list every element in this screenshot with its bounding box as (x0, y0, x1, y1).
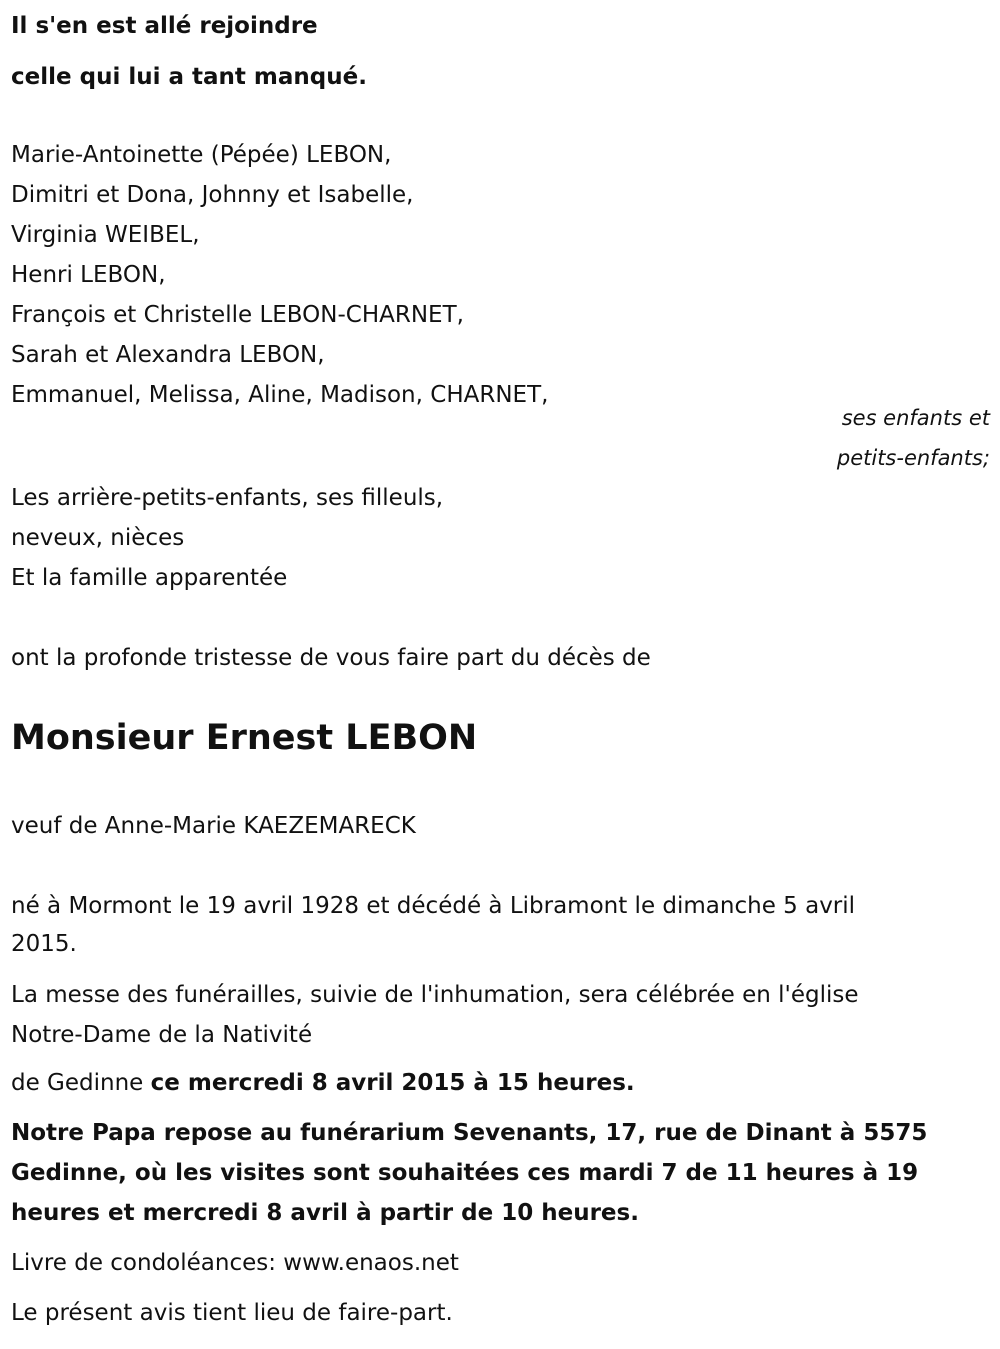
funeral-place: de Gedinne (11, 1070, 144, 1096)
funeral-date-line (11, 1063, 635, 1103)
other-relatives: Les arrière-petits-enfants, ses filleuls, (11, 485, 444, 511)
family-member: Sarah et Alexandra LEBON, (11, 342, 325, 368)
birth-death: 2015. (11, 931, 77, 957)
visits-info: heures et mercredi 8 avril à partir de 10 heures. (11, 1200, 639, 1226)
other-relatives: neveux, nièces (11, 525, 185, 551)
family-member: Virginia WEIBEL, (11, 222, 200, 248)
family-role: petits-enfants; (836, 446, 990, 470)
announcement: ont la profonde tristesse de vous faire part du décès de (11, 645, 651, 671)
birth-death: né à Mormont le 19 avril 1928 et décédé à Libramont le dimanche 5 avril (11, 893, 856, 919)
family-member: Emmanuel, Melissa, Aline, Madison, CHARNET, (11, 382, 549, 408)
visits-info: Gedinne, où les visites sont souhaitées ces mardi 7 de 11 heures à 19 (11, 1160, 919, 1186)
condolences-link[interactable]: Livre de condoléances: www.enaos.net (11, 1250, 459, 1276)
notice-line: Le présent avis tient lieu de faire-part. (11, 1300, 453, 1326)
family-role: ses enfants et (841, 406, 990, 430)
epigraph-line: celle qui lui a tant manqué. (11, 64, 367, 90)
visits-info: Notre Papa repose au funérarium Sevenants, 17, rue de Dinant à 5575 (11, 1120, 928, 1146)
family-member: François et Christelle LEBON-CHARNET, (11, 302, 464, 328)
family-member: Dimitri et Dona, Johnny et Isabelle, (11, 182, 414, 208)
family-member: Henri LEBON, (11, 262, 166, 288)
family-member: Marie-Antoinette (Pépée) LEBON, (11, 142, 392, 168)
funeral-info: La messe des funérailles, suivie de l'inhumation, sera célébrée en l'église (11, 982, 859, 1008)
funeral-info: Notre-Dame de la Nativité (11, 1022, 313, 1048)
other-relatives: Et la famille apparentée (11, 565, 288, 591)
funeral-date: ce mercredi 8 avril 2015 à 15 heures. (150, 1070, 635, 1096)
epigraph-line: Il s'en est allé rejoindre (11, 13, 318, 39)
widower-line: veuf de Anne-Marie KAEZEMARECK (11, 813, 416, 839)
deceased-name: Monsieur Ernest LEBON (11, 718, 478, 758)
